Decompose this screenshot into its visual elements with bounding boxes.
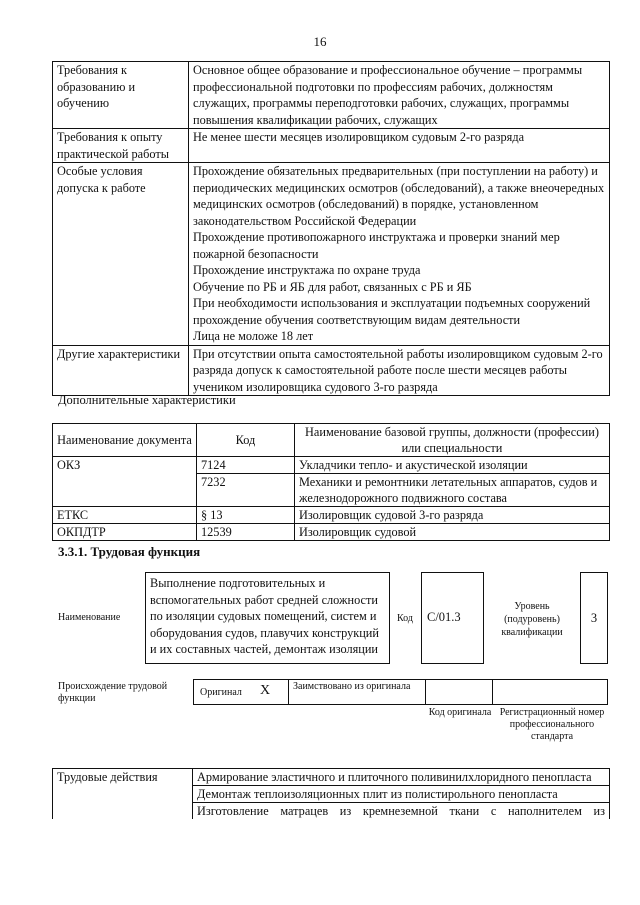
condition-line: Прохождение противопожарного инструктажа и проверки знаний мер пожарной безопасности xyxy=(193,230,560,261)
row-value: При отсутствии опыта самостоятельной работы изолировщиком судовым 2-го разряда допуск к самостоятельной работе после шести месяцев работы учеником изолировщика судового 3-го разряда xyxy=(189,345,610,396)
row-value: Основное общее образование и профессиональное обучение – программы профессиональной подготовки по профессиям рабочих, должностям служащих, программы переподготовки рабочих, служащих, программы повышения квалификации рабочих, служащих xyxy=(189,62,610,129)
page-number: 16 xyxy=(313,34,327,49)
additional-table xyxy=(52,423,610,541)
table-row xyxy=(53,769,610,786)
row-label: Требования к образованию и обучению xyxy=(53,62,189,129)
cell-doc: ОКПДТР xyxy=(53,524,197,541)
cell-name: Изолировщик судовой 3-го разряда xyxy=(295,507,610,524)
action-item xyxy=(193,769,610,786)
row-label: Особые условия допуска к работе xyxy=(53,163,189,346)
cell-code: § 13 xyxy=(197,507,295,524)
code-value-box: C/01.3 xyxy=(421,572,484,664)
condition-line: Прохождение обязательных предварительных (при поступлении на работу) и периодических медицинских осмотров (обследований), а также внеочередных медицинских осмотров (обследований) в порядке, установленном законодательством Российской Федерации xyxy=(193,164,605,228)
actions-label: Трудовые действия xyxy=(53,769,193,820)
cell-doc xyxy=(53,474,197,507)
borrowed-label: Заимствовано из оригинала xyxy=(293,681,411,692)
table-row xyxy=(53,524,610,541)
cell-code: 12539 xyxy=(197,524,295,541)
cell-doc: ОКЗ xyxy=(53,457,197,474)
table-row xyxy=(53,507,610,524)
cell-code: 7232 xyxy=(197,474,295,507)
origin-label: Происхождение трудовой функции xyxy=(58,681,168,704)
table-row xyxy=(53,345,610,396)
table-row xyxy=(53,62,610,129)
condition-line: При необходимости использования и эксплуатации подъемных сооружений прохождение обучения соответствующим видам деятельности xyxy=(193,296,591,327)
action-item: Изготовление матрацев из кремнеземной ткани с наполнителем из xyxy=(193,803,610,820)
reg-caption: Регистрационный номер профессионального стандарта xyxy=(499,707,605,742)
cell-doc: ЕТКС xyxy=(53,507,197,524)
cell-name: Укладчики тепло- и акустической изоляции xyxy=(295,457,610,474)
actions-table xyxy=(52,768,610,819)
table-row xyxy=(53,474,610,507)
condition-line: Обучение по РБ и ЯБ для работ, связанных с РБ и ЯБ xyxy=(193,279,472,294)
section-title: 3.3.1. Трудовая функция xyxy=(58,544,201,559)
function-name-box: Выполнение подготовительных и вспомогательных работ средней сложности по изоляции судовых помещений, систем и оборудования судов, плавучих конструкций и их составных частей, демонтаж изоляции xyxy=(145,572,390,664)
name-label: Наименование xyxy=(58,612,121,623)
action-item: Демонтаж теплоизоляционных плит из полистирольного пенопласта xyxy=(193,786,610,803)
condition-line: Прохождение инструктажа по охране труда xyxy=(193,263,421,277)
cell-code: 7124 xyxy=(197,457,295,474)
condition-line: Лица не моложе 18 лет xyxy=(193,329,314,343)
original-mark: X xyxy=(260,683,271,698)
row-value: Не менее шести месяцев изолировщиком судовым 2-го разряда xyxy=(189,129,610,163)
divider xyxy=(492,680,493,704)
row-label: Другие характеристики xyxy=(53,345,189,396)
row-value xyxy=(189,163,610,346)
header-code: Код xyxy=(197,424,295,457)
header-doc: Наименование документа xyxy=(53,424,197,457)
code-label: Код xyxy=(397,613,413,624)
cell-name: Механики и ремонтники летательных аппаратов, судов и железнодорожного подвижного состава xyxy=(295,474,610,507)
original-label: Оригинал xyxy=(200,687,242,698)
header-name: Наименование базовой группы, должности (профессии) или специальности xyxy=(295,424,610,457)
action-text: Армирование эластичного и плиточного поливинилхлоридного пенопласта xyxy=(197,770,592,784)
level-value-box: 3 xyxy=(580,572,608,664)
requirements-table xyxy=(52,61,610,396)
table-row xyxy=(53,129,610,163)
level-label: Уровень (подуровень) квалификации xyxy=(501,601,563,638)
origin-box xyxy=(193,679,608,705)
divider xyxy=(425,680,426,704)
row-label: Требования к опыту практической работы xyxy=(53,129,189,163)
table-row xyxy=(53,163,610,346)
table-header-row xyxy=(53,424,610,457)
cell-name: Изолировщик судовой xyxy=(295,524,610,541)
additional-heading: Дополнительные характеристики xyxy=(58,393,236,407)
divider xyxy=(288,680,289,704)
table-row xyxy=(53,457,610,474)
code-caption: Код оригинала xyxy=(428,707,492,718)
